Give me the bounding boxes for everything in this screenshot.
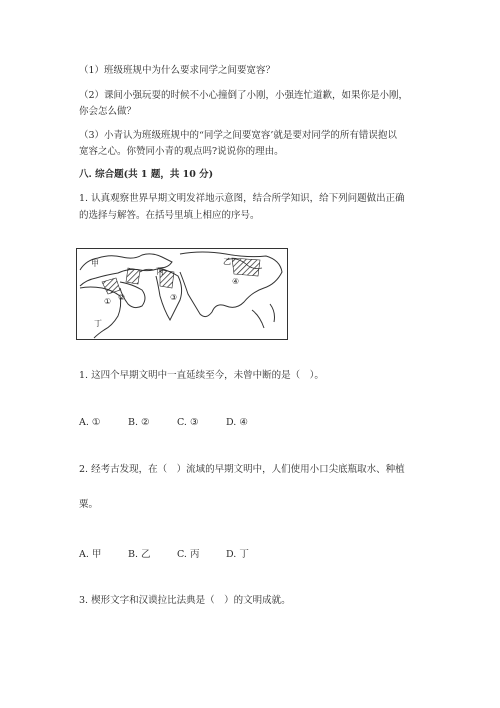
world-civilization-map	[76, 248, 288, 340]
question-text: （3）小青认为班级班规中的“同学之间要宽容’就是要对同学的所有错误抱以	[79, 130, 397, 141]
map-label-bing: 丙	[156, 267, 164, 276]
intro-text: 的选择与解答。在括号里填上相应的序号。	[79, 210, 260, 221]
option-b[interactable]: B. ②	[128, 417, 150, 428]
option-d[interactable]: D. 丁	[226, 549, 249, 560]
question-text: （2）课间小强玩耍的时候不小心撞倒了小刚，小强连忙道歉，如果你是小刚，	[79, 90, 409, 101]
map-number-2: ②	[118, 293, 126, 302]
hatched-area-china	[232, 258, 260, 276]
question-3-text: 3. 楔形文字和汉谟拉比法典是（ ）的文明成就。	[79, 595, 291, 606]
option-a[interactable]: A. 甲	[79, 549, 102, 560]
map-number-1: ①	[104, 297, 112, 306]
hatched-area-mesopotamia	[126, 268, 140, 284]
option-c[interactable]: C. ③	[177, 417, 199, 428]
option-b[interactable]: B. 乙	[128, 549, 151, 560]
map-label-jia: 甲	[91, 259, 99, 268]
intro-text: 1. 认真观察世界早期文明发祥地示意图，结合所学知识，给下列问题做出正确	[79, 193, 405, 204]
question-text: （1）班级班规中为什么要求同学之间要宽容？	[79, 65, 276, 76]
map-number-4: ④	[232, 277, 240, 286]
section-title: 八. 综合题(共 1 题，共 10 分)	[79, 169, 214, 180]
map-number-3: ③	[170, 293, 178, 302]
map-label-ding: 丁	[94, 319, 102, 328]
question-2-text: 粟。	[79, 499, 99, 510]
question-2-text: 2. 经考古发现，在（ ）流域的早期文明中，人们使用小口尖底瓶取水、种植	[79, 464, 405, 475]
question-1-text: 1. 这四个早期文明中一直延续至今，未曾中断的是（ ）。	[79, 370, 324, 381]
question-text: 宽容之心。你赞同小青的观点吗?说说你的理由。	[79, 146, 284, 157]
option-d[interactable]: D. ④	[226, 417, 248, 428]
option-a[interactable]: A. ①	[79, 417, 101, 428]
option-c[interactable]: C. 丙	[177, 549, 200, 560]
map-label-yi: 乙	[223, 257, 231, 266]
question-text: 你会怎么做？	[79, 106, 137, 117]
